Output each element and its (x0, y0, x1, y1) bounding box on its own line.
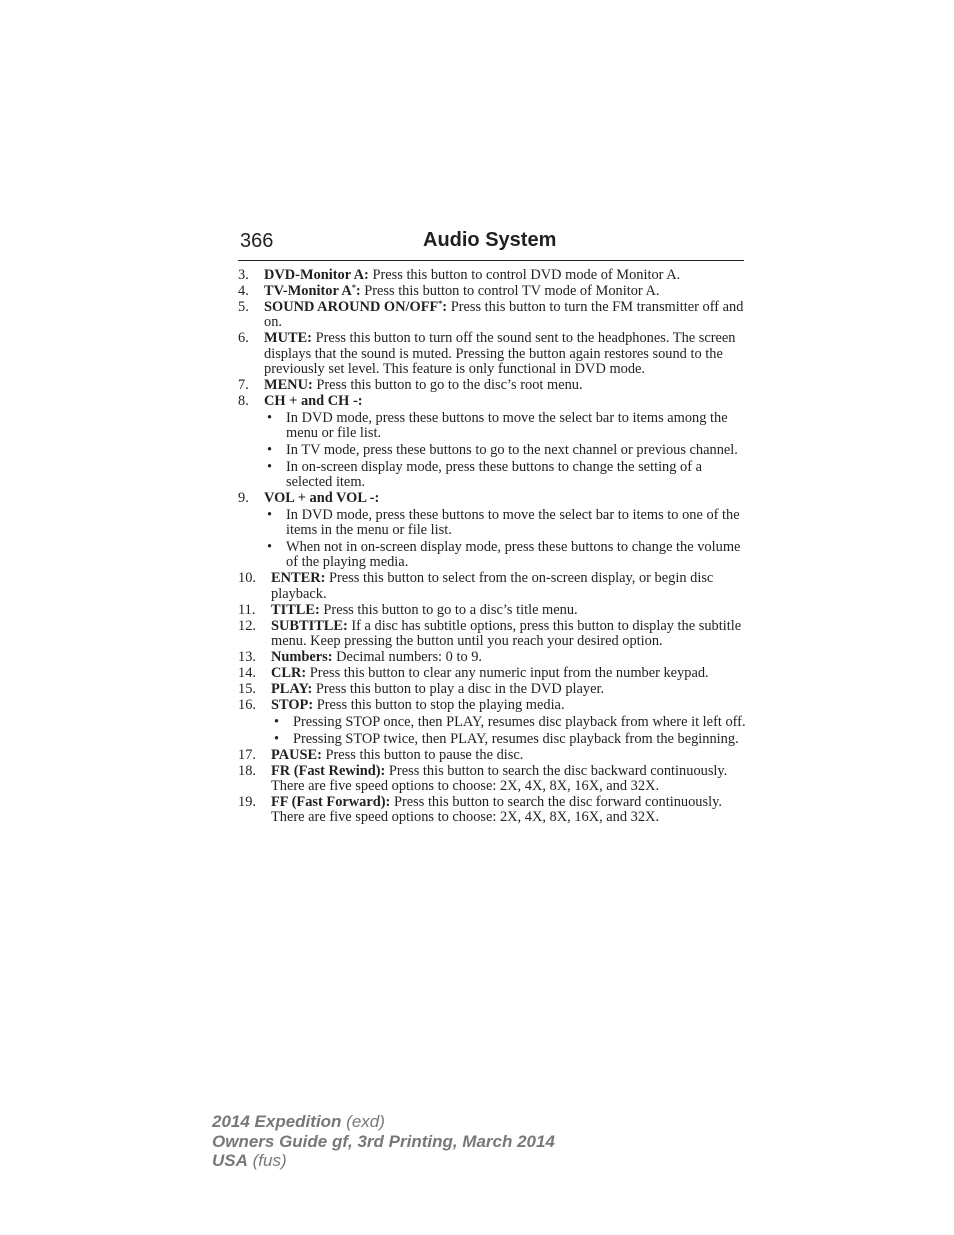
footer-line-edition (212, 1132, 555, 1152)
bullet-icon: • (267, 442, 273, 459)
footer-edition: Owners Guide gf, 3rd Printing, March 2014 (212, 1131, 555, 1151)
bullet-item (264, 540, 748, 571)
item-number: 8. (238, 393, 249, 410)
footer-market: USA (212, 1151, 248, 1170)
item-number: 3. (238, 267, 249, 283)
item-term: CH + and CH -: (264, 393, 363, 410)
item-description: Press this button to play a disc in the DVD player. (312, 681, 605, 698)
list-item (238, 748, 748, 763)
list-item (238, 300, 748, 331)
list-item (238, 378, 748, 393)
item-number: 14. (238, 665, 256, 682)
item-description: Press this button to search the disc backward continuously. There are five speed options to choose: 2X, 4X, 8X, 16X, and 32X. (271, 762, 728, 794)
item-description: Press this button to stop the playing media. (313, 697, 565, 714)
list-item (238, 603, 748, 618)
section-title: Audio System (423, 229, 557, 251)
bullet-text: In DVD mode, press these buttons to move the select bar to items among the menu or file list. (286, 409, 728, 442)
item-number: 9. (238, 490, 249, 507)
item-term-colon: : (355, 283, 361, 299)
list-item (238, 284, 748, 299)
bullet-icon: • (274, 730, 280, 747)
item-term: MENU: (264, 377, 313, 394)
item-term: VOL + and VOL -: (264, 490, 380, 507)
item-term: TITLE: (271, 601, 320, 618)
bullet-text: When not in on-screen display mode, press these buttons to change the volume of the playing media. (286, 538, 741, 571)
bullet-item (271, 732, 748, 747)
bullet-item (264, 411, 748, 442)
item-term-colon: : (442, 299, 448, 315)
item-term: PAUSE: (271, 746, 322, 763)
list-item (238, 764, 748, 795)
list-item (238, 619, 748, 650)
list-item (238, 795, 748, 826)
bullet-text: In TV mode, press these buttons to go to the next channel or previous channel. (286, 442, 738, 459)
item-description: Press this button to search the disc forward continuously. There are five speed options to choose: 2X, 4X, 8X, 16X, and 32X. (271, 793, 722, 826)
footnote-marker: * (438, 299, 443, 308)
item-description: Press this button to go to a disc’s title menu. (319, 601, 578, 618)
list-item (238, 394, 748, 490)
instruction-list (238, 268, 748, 826)
list-item (238, 268, 748, 283)
item-description: If a disc has subtitle options, press this button to display the subtitle menu. Keep pressing the button until you reach your desired option. (271, 617, 742, 650)
item-description: Press this button to control TV mode of Monitor A. (360, 283, 660, 299)
item-description: Press this button to turn off the sound sent to the headphones. The screen displays that the sound is muted. Pressing the button again restores sound to the previously set level. This feature is only functional in DVD mode. (264, 330, 736, 378)
bullet-icon: • (274, 713, 280, 730)
footer-market-code: (fus) (247, 1151, 287, 1170)
item-number: 15. (238, 681, 256, 698)
item-term: ENTER: (271, 570, 326, 587)
bullet-item (264, 460, 748, 491)
footer-model: 2014 Expedition (212, 1112, 342, 1131)
item-description: Press this button to control DVD mode of Monitor A. (368, 267, 681, 283)
item-number: 12. (238, 617, 256, 634)
bullet-text: In on-screen display mode, press these buttons to change the setting of a selected item. (286, 458, 703, 491)
bullet-text: In DVD mode, press these buttons to move the select bar to items to one of the items in the menu or file list. (286, 506, 740, 539)
bullet-icon: • (267, 458, 273, 475)
item-term: SOUND AROUND ON/OFF (264, 299, 439, 315)
item-number: 4. (238, 283, 249, 299)
bullet-item (264, 443, 748, 458)
item-number: 10. (238, 570, 256, 587)
bullet-item (271, 715, 748, 730)
page-number: 366 (240, 230, 274, 252)
footer-line-market (212, 1151, 555, 1171)
item-term: SUBTITLE: (271, 617, 348, 634)
bullet-icon: • (267, 409, 273, 426)
item-term: FR (Fast Rewind): (271, 762, 386, 779)
item-number: 16. (238, 697, 256, 714)
item-number: 18. (238, 762, 256, 779)
item-description: Press this button to turn the FM transmitter off and on. (264, 299, 744, 331)
bullet-text: Pressing STOP twice, then PLAY, resumes disc playback from the beginning. (293, 730, 739, 747)
footnote-marker: * (351, 283, 356, 292)
item-number: 6. (238, 330, 249, 347)
item-term: FF (Fast Forward): (271, 793, 391, 810)
bullet-icon: • (267, 538, 273, 555)
bullet-text: Pressing STOP once, then PLAY, resumes disc playback from where it left off. (293, 713, 746, 730)
list-item (238, 491, 748, 571)
item-number: 7. (238, 377, 249, 394)
list-item (238, 682, 748, 697)
item-number: 13. (238, 649, 256, 666)
item-number: 17. (238, 746, 256, 763)
item-term: Numbers: (271, 649, 333, 666)
item-term: STOP: (271, 697, 314, 714)
item-number: 11. (238, 601, 256, 618)
item-term: DVD-Monitor A: (264, 267, 369, 283)
item-description: Press this button to select from the on-screen display, or begin disc playback. (271, 570, 714, 602)
document-footer (212, 1112, 555, 1171)
item-term: PLAY: (271, 681, 313, 698)
item-description: Press this button to pause the disc. (321, 746, 524, 763)
footer-model-code: (exd) (341, 1112, 385, 1131)
footer-line-model (212, 1112, 555, 1132)
item-description: Press this button to clear any numeric input from the number keypad. (306, 665, 709, 682)
bullet-icon: • (267, 506, 273, 523)
item-number: 5. (238, 299, 249, 315)
list-item (238, 650, 748, 665)
item-description: Decimal numbers: 0 to 9. (332, 649, 483, 666)
item-term: MUTE: (264, 330, 312, 347)
list-item (238, 666, 748, 681)
list-item (238, 331, 748, 377)
page-header (238, 228, 744, 261)
item-description: Press this button to go to the disc’s root menu. (312, 377, 583, 394)
item-term: TV-Monitor A (264, 283, 352, 299)
bullet-item (264, 508, 748, 539)
item-number: 19. (238, 793, 256, 810)
list-item (238, 698, 748, 747)
list-item (238, 571, 748, 602)
item-term: CLR: (271, 665, 307, 682)
